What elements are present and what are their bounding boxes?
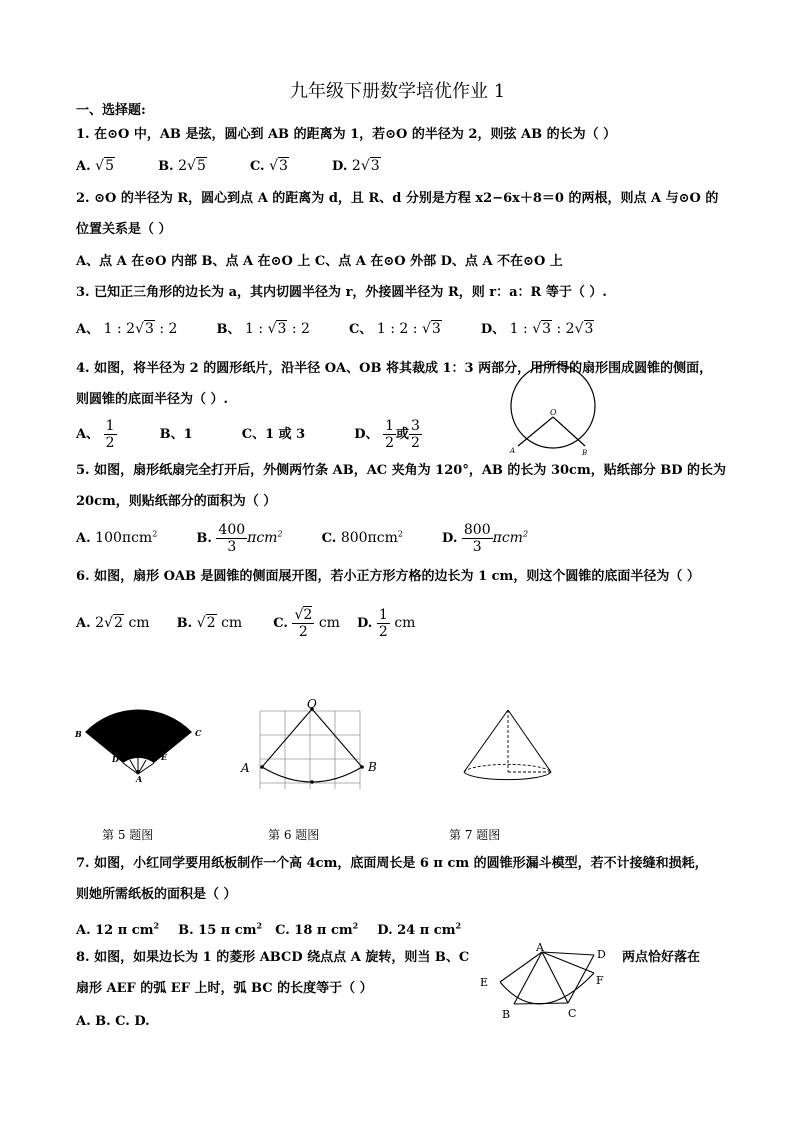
q6-opt-a: 2√2 [95, 615, 123, 631]
q1-opt-b: 2√5 [178, 158, 206, 174]
q1-opt-c-label: C. [249, 159, 265, 174]
f5-label-e: E [161, 752, 168, 762]
page-title: 九年级下册数学培优作业 1 [290, 81, 506, 102]
q5-opt-b-fraction: $\frac{400}{3}$ [218, 522, 246, 555]
f6-point-a [260, 765, 264, 769]
figure-7-caption: 第 7 题图 [449, 828, 501, 842]
f6-label-a: A [241, 761, 250, 775]
q6-opt-d-fraction: $\frac{1}{2}$ [378, 607, 388, 640]
q5-options [76, 522, 528, 555]
q8-segment-ae [500, 952, 542, 982]
q4-circle [511, 364, 595, 448]
q8-side-ad [542, 952, 594, 955]
q4-opt-d-fraction1: $\frac{1}{2}$ [385, 418, 395, 451]
q6-options [76, 607, 415, 640]
fan-paper [85, 710, 192, 763]
q7-stem-line2: 则她所需纸板的面积是（ ） [76, 887, 237, 902]
f5-label-d: D [112, 754, 119, 764]
q1-opt-c: √3 [269, 158, 288, 174]
q7-opt-b: B. 15 π $cm^2$ [178, 921, 263, 939]
f6-radius-oa [262, 709, 312, 767]
q1-stem: 1. 在⊙O 中，AB 是弦，圆心到 AB 的距离为 1，若⊙O 的半径为 2，则弦 AB 的长为（ ） [76, 127, 617, 142]
q8-label-f: F [596, 974, 604, 987]
q6-opt-b-unit: cm [221, 615, 243, 631]
q8-side-cd [568, 955, 594, 1003]
f6-label-o: O [307, 697, 317, 711]
q4-opt-d-fraction2: $\frac{3}{2}$ [411, 418, 420, 451]
f6-point-b [360, 765, 364, 769]
q4-radius-ob [553, 417, 585, 446]
q4-opt-a-fraction: $\frac{1}{2}$ [105, 418, 115, 451]
cone-base-front [464, 772, 551, 780]
q8-label-a: A [536, 941, 544, 954]
q4-figure [505, 355, 605, 460]
q8-options: A. B. C. D. [76, 1014, 150, 1029]
q6-stem: 6. 如图，扇形 OAB 是圆锥的侧面展开图，若小正方形方格的边长为 1 cm，则这个圆锥的底面半径为（ ） [76, 569, 700, 584]
q5-opt-c: 800πcm$^2$ [340, 529, 403, 546]
q8-diagonal-ac [542, 952, 568, 1003]
q8-label-d: D [597, 948, 606, 961]
q6-opt-a-unit: cm [128, 615, 150, 631]
q8-label-e: E [480, 976, 489, 989]
cone-base-back [464, 764, 551, 772]
q8-label-b: B [502, 1008, 511, 1021]
q5-opt-d-fraction: $\frac{800}{3}$ [463, 522, 491, 555]
q8-side-ab [514, 952, 542, 1004]
q4-opt-c: C、1 或 3 [241, 427, 306, 442]
q8-stem-line1a: 8. 如图，如果边长为 1 的菱形 ABCD 绕点点 A 旋转，则当 B、C [76, 950, 470, 965]
q1-opt-a-label: A. [76, 159, 91, 174]
q2-stem-line1: 2. ⊙O 的半径为 R，圆心到点 A 的距离为 d，且 R、d 分别是方程 x2−6x＋8＝0 的两根，则点 A 与⊙O 的 [76, 191, 719, 206]
cone-side-right [508, 710, 551, 772]
q6-opt-d-label: D. [357, 616, 373, 631]
q4-radius-oa [518, 417, 553, 446]
q6-opt-d-unit: cm [394, 615, 416, 631]
q1-options [76, 158, 381, 175]
f5-label-a: A [136, 774, 143, 782]
section-heading: 一、选择题: [76, 103, 146, 118]
q3-stem: 3. 已知正三角形的边长为 a，其内切圆半径为 r，外接圆半径为 R，则 r：a：R 等于（ ）. [76, 285, 607, 300]
q7-opt-c: C. 18 π $cm^2$ [275, 921, 359, 939]
q4-stem-line1: 4. 如图，将半径为 2 的圆形纸片，沿半径 OA、OB 将其裁成 1：3 两部分，用所得的扇形围成圆锥的侧面， [76, 361, 713, 376]
q3-opt-a-label: A、 [76, 322, 100, 337]
q7-opt-a: A. 12 π $cm^2$ [76, 921, 160, 939]
q2-stem-line2: 位置关系是（ ） [76, 222, 172, 237]
f5-label-b: B [75, 729, 82, 739]
q5-opt-d-unit: πcm$^2$ [492, 529, 529, 546]
f5-label-c: C [195, 728, 202, 738]
q5-opt-b-unit: πcm$^2$ [247, 529, 283, 546]
q7-options [76, 918, 461, 939]
q3-opt-b: 1 : √3 : 2 [245, 321, 310, 337]
q3-opt-b-label: B、 [216, 322, 241, 337]
q7-stem-line1: 7. 如图，小红同学要用纸板制作一个高 4cm，底面周长是 6 π cm 的圆锥形漏斗模型，若不计接缝和损耗， [76, 856, 708, 871]
figure-6-grid [237, 697, 382, 800]
q8-stem-line2: 扇形 AEF 的弧 EF 上时，弧 BC 的长度等于（ ） [76, 981, 373, 996]
figure-6-caption: 第 6 题图 [268, 828, 320, 842]
q8-figure [470, 940, 620, 1025]
q5-opt-d-label: D. [442, 531, 458, 546]
q8-arc-ef [500, 973, 594, 1004]
grid-lines [260, 711, 360, 789]
f6-label-b: B [368, 760, 377, 774]
q4-options: A、 $\frac{1}{2}$ B、1 C、1 或 3 D、 $\frac{1}{2}$ 或 $\frac{3}{2}$ [76, 418, 420, 451]
cone-side-left [464, 710, 508, 772]
q5-opt-b-label: B. [196, 531, 212, 546]
q3-options [76, 321, 594, 338]
q4-label-b: B [582, 449, 588, 457]
q6-opt-a-label: A. [76, 616, 91, 631]
q6-opt-c-label: C. [273, 616, 288, 631]
q6-opt-c-unit: cm [318, 615, 340, 631]
q2-options: A、点 A 在⊙O 内部 B、点 A 在⊙O 上 C、点 A 在⊙O 外部 D、点 A 不在⊙O 上 [76, 254, 563, 269]
figure-7-cone [455, 705, 555, 790]
q5-opt-a-label: A. [76, 531, 91, 546]
q6-opt-b: √2 [196, 615, 216, 631]
q1-opt-d: 2√3 [351, 158, 380, 174]
q4-stem-line2: 则圆锥的底面半径为（ ）. [76, 392, 229, 407]
f6-arc-ab [262, 767, 362, 782]
f6-point-arc-mid [310, 780, 314, 784]
q8-stem-line1b: 两点恰好落在 [622, 950, 701, 965]
q5-opt-a: 100πcm$^2$ [95, 529, 158, 546]
q4-label-o: O [550, 408, 557, 417]
q1-opt-d-label: D. [332, 159, 348, 174]
q4-opt-b: B、1 [159, 427, 193, 442]
q3-opt-c-label: C、 [349, 322, 373, 337]
q4-opt-a-label: A、 [76, 427, 100, 442]
figure-5-fan [70, 700, 210, 782]
f6-radius-ob [312, 709, 362, 767]
q5-stem-line1: 5. 如图，扇形纸扇完全打开后，外侧两竹条 AB，AC 夹角为 120°，AB 的长为 30cm，贴纸部分 BD 的长为 [76, 463, 727, 478]
q6-opt-c-fraction: $\frac{√2}{2}$ [294, 607, 313, 640]
q8-side-bc [514, 1003, 568, 1004]
q5-stem-line2: 20cm，则贴纸部分的面积为（ ） [76, 494, 277, 509]
q6-opt-b-label: B. [176, 616, 193, 631]
q4-opt-d-label: D、 [354, 427, 379, 442]
figure-5-caption: 第 5 题图 [102, 828, 154, 842]
q5-opt-c-label: C. [321, 531, 337, 546]
q3-opt-d: 1 : √3 : 2√3 [509, 321, 594, 337]
q3-opt-d-label: D、 [480, 322, 506, 337]
q7-opt-d: D. 24 π $cm^2$ [377, 921, 462, 939]
q4-label-a: A [510, 447, 516, 455]
q8-label-c: C [568, 1007, 577, 1020]
q1-opt-a: √5 [95, 158, 114, 174]
q1-opt-b-label: B. [158, 159, 174, 174]
q3-opt-c: 1 : 2 : √3 [376, 321, 441, 337]
q3-opt-a: 1 : 2√3 : 2 [103, 321, 178, 337]
